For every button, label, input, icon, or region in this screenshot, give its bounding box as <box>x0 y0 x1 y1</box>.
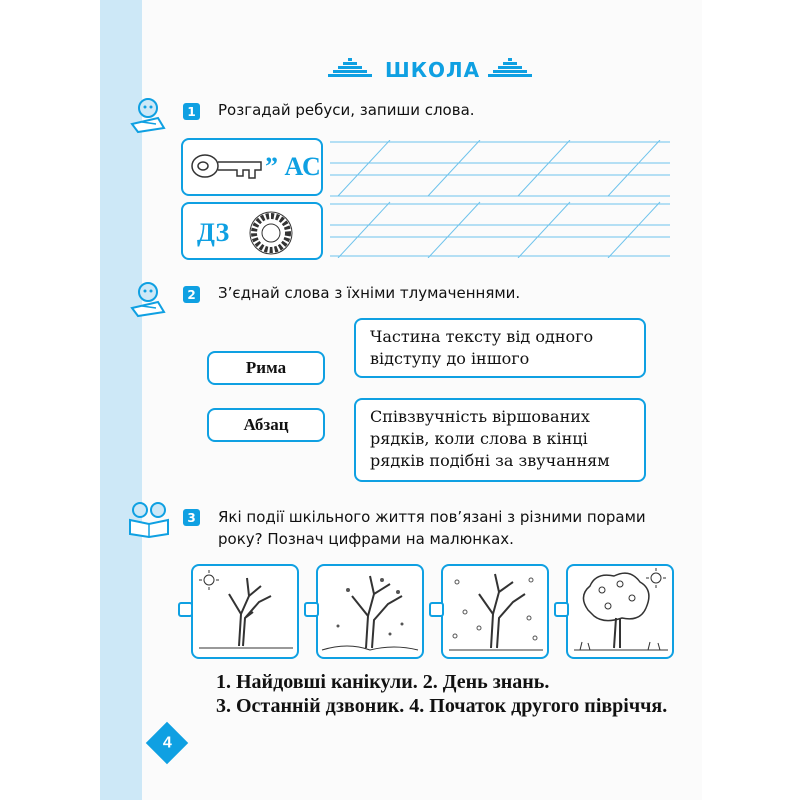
definition-1-line-1: Частина тексту від одного <box>370 327 594 346</box>
early-spring-tree <box>193 566 297 657</box>
season-picture-4 <box>566 564 674 659</box>
legend-line-2: 3. Останній дзвоник. 4. Початок другого півріччя. <box>216 695 668 717</box>
definition-1[interactable] <box>354 318 646 378</box>
page-number-text: 4 <box>162 734 172 751</box>
task-3-line-1: Які події шкільного життя пов’язані з різними порами <box>218 508 646 526</box>
season-answer-box-1[interactable] <box>178 602 193 617</box>
task-1-text: Розгадай ребуси, запиши слова. <box>218 101 475 119</box>
rebus-1-box <box>181 138 323 196</box>
task-1-number: 1 <box>183 103 200 120</box>
definition-1-line-2: відступу до іншого <box>370 349 530 368</box>
season-picture-3 <box>441 564 549 659</box>
word-rhyme[interactable]: Рима <box>207 351 325 385</box>
ornament-right-icon <box>488 58 532 80</box>
ornament-left-icon <box>328 58 372 80</box>
page-title: ШКОЛА <box>385 58 481 82</box>
task-3-text <box>218 506 646 550</box>
task-2-text: З’єднай слова з їхніми тлумаченнями. <box>218 284 521 302</box>
autumn-tree <box>318 566 422 657</box>
rebus-1-text: ” АС <box>265 152 321 181</box>
season-answer-box-4[interactable] <box>554 602 569 617</box>
task-3-number: 3 <box>183 509 200 526</box>
key-icon <box>189 148 265 186</box>
legend <box>216 670 667 718</box>
definition-2-line-3: рядків подібні за звучанням <box>370 451 610 470</box>
legend-line-1: 1. Найдовші канікули. 2. День знань. <box>216 671 550 693</box>
writing-lines[interactable] <box>330 140 670 258</box>
wreath-icon <box>247 210 295 256</box>
season-answer-box-2[interactable] <box>304 602 319 617</box>
task-3-line-2: року? Познач цифрами на малюнках. <box>218 530 514 548</box>
writing-character-icon-2 <box>128 280 168 318</box>
season-picture-1 <box>191 564 299 659</box>
task-2-number: 2 <box>183 286 200 303</box>
season-picture-2 <box>316 564 424 659</box>
word-paragraph[interactable]: Абзац <box>207 408 325 442</box>
rebus-2-text: ДЗ <box>197 218 230 247</box>
definition-2[interactable] <box>354 398 646 482</box>
definition-2-line-2: рядків, коли слова в кінці <box>370 429 588 448</box>
summer-tree <box>568 566 672 657</box>
writing-character-icon <box>128 96 168 134</box>
rebus-2-box <box>181 202 323 260</box>
season-answer-box-3[interactable] <box>429 602 444 617</box>
reading-children-icon <box>126 500 172 538</box>
definition-2-line-1: Співзвучність віршованих <box>370 407 590 426</box>
winter-tree <box>443 566 547 657</box>
